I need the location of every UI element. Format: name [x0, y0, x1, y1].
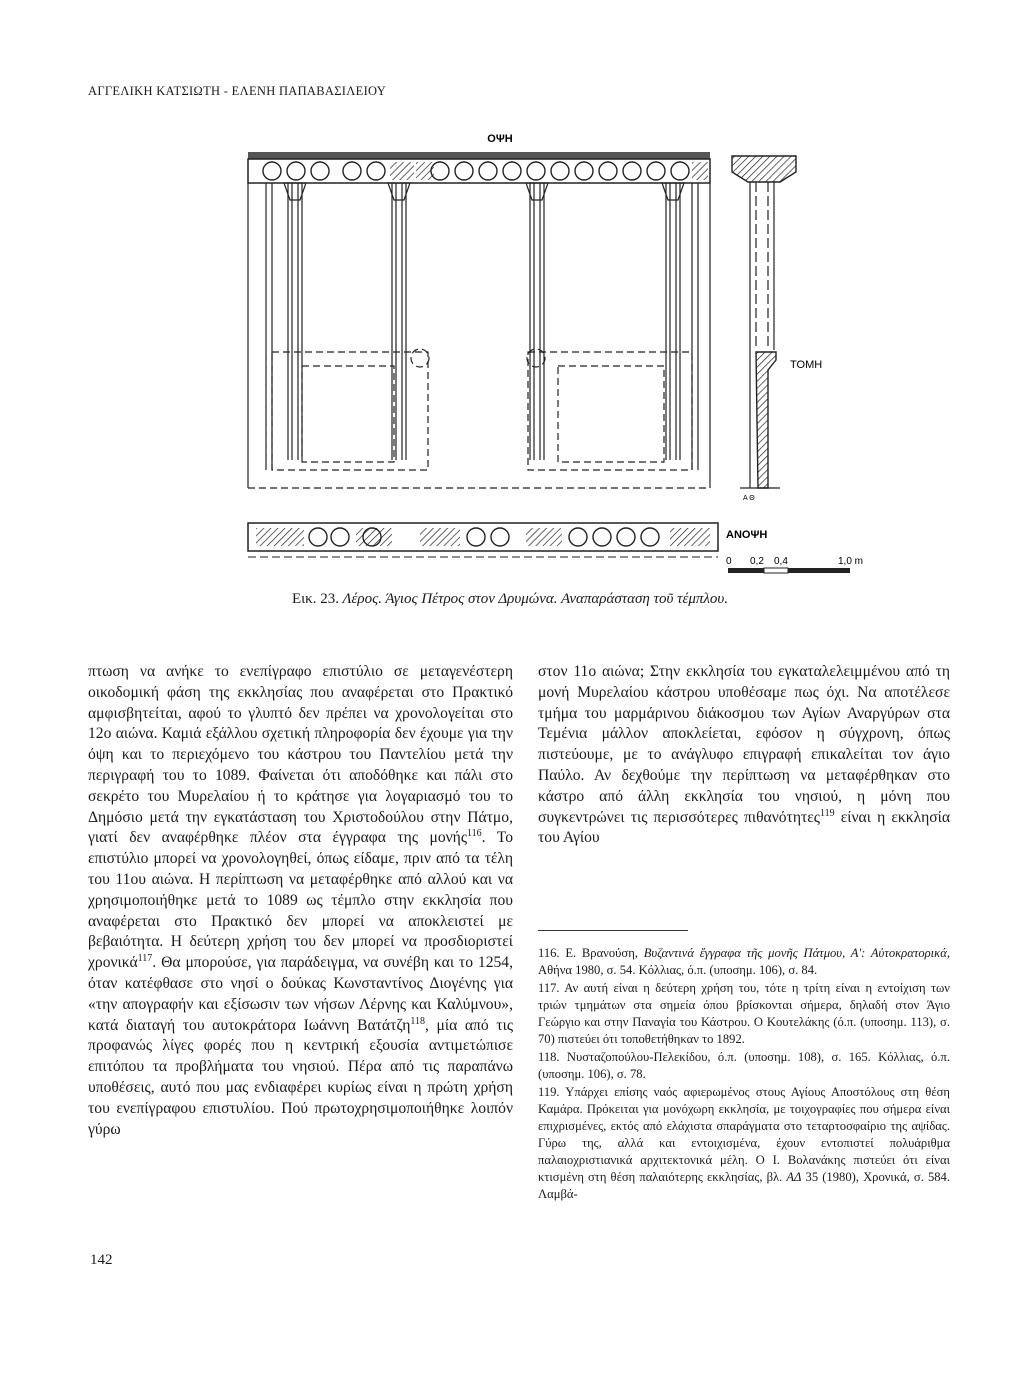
section-drawing — [732, 156, 796, 502]
body-text: στον 11ο αιώνα; Στην εκκλησία του εγκαταλελειμμένου από τη μονή Μυρελαίου κάστρου υποθέσαμε πως όχι. Να αποτέλεσε τμήμα του μαρμάρινου διάκοσμου των Αγίων Αναργύρων στα Τεμένια μάλλον αποκλείεται, εφόσον η σύγχρονη, όπως πιστεύουμε, με το ανάγλυφο επιγραφή επικαλείται τον άγιο Παύλο. Αν δεχθούμε την περίπτωση να μεταφέρθηκαν στο κάστρο από άλλη εκκλησία του νησιού, η μόνη που συγκεντρώνει τις περισσότερες πιθανότητες — [538, 663, 950, 826]
body-text: . Θα μπορούσε, για παράδειγμα, να συνέβη και το 1254, όταν κατέφθασε στο νησί ο δούκας Κωνσταντίνος Διογένης για «την απογραφήν και εξίσωσιν των νήσων Λέρνης και Καλύμνου», κατά διαταγή του αυτοκράτορα Ιωάννη Βατάτζη — [88, 954, 513, 1034]
scale-bar — [726, 556, 863, 573]
epistyle-band — [248, 152, 710, 183]
scale-tick-0-2: 0,2 — [750, 556, 764, 567]
footnote-ref-119[interactable]: 119 — [819, 807, 835, 819]
section-label: ΤΟΜΗ — [790, 359, 823, 371]
footnote-ref-116[interactable]: 116 — [467, 828, 482, 840]
page-number: 142 — [90, 1252, 113, 1268]
scale-tick-0-4: 0,4 — [774, 556, 788, 567]
footnote-text: 35 (1980), Χρονικά, σ. 584. Λαμβά- — [538, 1170, 950, 1201]
elevation-label: ΟΨΗ — [487, 133, 513, 145]
body-column-right — [538, 662, 950, 849]
plan-drawing — [248, 523, 718, 557]
body-paragraph-right — [538, 662, 950, 849]
section-mark: Α Θ — [743, 495, 755, 502]
footnote-119 — [538, 1084, 950, 1203]
figure-caption — [230, 591, 790, 608]
footnote-116 — [538, 945, 950, 979]
body-column-left — [88, 662, 513, 1140]
scale-tick-1-0: 1,0 m — [838, 556, 864, 567]
footnote-title: Βυζαντινά ἔγγραφα τῆς μονῆς Πάτμου, Α': Αὐτοκρατορικά — [643, 946, 947, 960]
closure-slabs — [248, 349, 710, 488]
footnote-text: 119. Υπάρχει επίσης ναός αφιερωμένος στους Αγίους Αποστόλους στη θέση Καμάρα. Πρόκειται για μονόχωρη εκκλησία, με τοιχογραφίες που σήμερα είναι επιχρισμένες, εκτός από ελάχιστα σπαράγματα στο τεταρτοσφαίριο της αψίδας. Γύρω της, αλλά και εντοιχισμένα, έχουν εντοπιστεί πολυάριθμα παλαιοχριστιανικά αρχιτεκτονικά μέλη. Ο Ι. Βολανάκης πιστεύει ότι είναι κτισμένη στη θέση παλαιότερης εκκλησίας, βλ. — [538, 1085, 950, 1184]
caption-lead: Εικ. 23. — [291, 591, 339, 607]
elevation-columns — [266, 183, 698, 470]
footnote-118: 118. Νυσταζοπούλου-Πελεκίδου, ό.π. (υποσημ. 108), σ. 165. Κόλλιας, ό.π. (υποσημ. 106), σ. 78. — [538, 1050, 950, 1081]
templon-reconstruction-drawing — [240, 120, 920, 600]
body-paragraph-left — [88, 662, 513, 1140]
footnote-ref-118[interactable]: 118 — [410, 1015, 426, 1027]
body-text: πτωση να ανήκε το ενεπίγραφο επιστύλιο σε μεταγενέστερη οικοδομική φάση της εκκλησίας που αναφέρεται στο Πρακτικό αμφισβητείται, αφού το γλυπτό δεν πρέπει να χρονολογείται στο 12ο αιώνα. Καμιά εξάλλου σχετική πληροφορία δεν έχουμε για την όψη και το περιεχόμενο του κάστρου του Παντελίου μετά την περιγραφή του το 1089. Φαίνεται ότι αποδόθηκε και πάλι στο σεκρέτο του Μυρελαίου ή το κράτησε για λογαριασμό του το Δημόσιο μετά την εγκατάσταση του Χριστοδούλου στην Πάτμο, γιατί δεν αναφέρθηκε πλέον στα έγγραφα της μονής — [88, 663, 513, 847]
footnotes — [538, 930, 950, 1204]
templon-drawing-svg — [240, 120, 920, 600]
footnote-title: ΑΔ — [786, 1170, 802, 1184]
footnote-rule — [538, 930, 688, 931]
footnote-117: 117. Αν αυτή είναι η δεύτερη χρήση του, τότε η τρίτη είναι η εντοίχιση των τριών τμημάτων στα σημεία όπου βρίσκονται σήμερα, δηλαδή στον Άγιο Γεώργιο και στην Παναγία του Κάστρου. Ο Κουτελάκης (ό.π. (υποσημ. 113), σ. 70) πιστεύει ότι τοποθετήθηκαν το 1892. — [538, 981, 950, 1046]
caption-text: Λέρος. Άγιος Πέτρος στον Δρυμώνα. Αναπαράσταση τοῦ τέμπλου. — [342, 591, 729, 607]
footnote-text: , Αθήνα 1980, σ. 54. Κόλλιας, ό.π. (υποσημ. 106), σ. 84. — [538, 946, 950, 977]
footnote-text: 116. Ε. Βρανούση, — [538, 946, 644, 960]
body-text: , μία από τις προφανώς λίγες φορές που η κεντρική εξουσία αντιμετώπισε επιτόπου τα προβλήματα του νησιού. Πέρα από τις παραπάνω υποθέσεις, αυτό που μας ενδιαφέρει κυρίως είναι η πρώτη χρήση του ενεπίγραφου επιστυλίου. Πού πρωτοχρησιμοποιήθηκε λοιπόν γύρω — [88, 1016, 513, 1138]
footnote-ref-117[interactable]: 117 — [137, 952, 153, 964]
plan-label: ΑΝΟΨΗ — [726, 529, 768, 541]
body-text: . Το επιστύλιο μπορεί να χρονολογηθεί, όπως είδαμε, πριν από τα τέλη του 11ου αιώνα. Η περίπτωση να μεταφέρθηκε από αλλού και να χρησιμοποιήθηκε μετά το 1089 ως τέμπλο στην εκκλησία που αναφέρεται στο Πρακτικό δεν μπορεί να αποκλειστεί με βεβαιότητα. Η δεύτερη χρήση του δεν μπορεί να προσδιοριστεί χρονικά — [88, 829, 513, 972]
body-text: είναι η εκκλησία του Αγίου — [538, 808, 950, 847]
running-head: ΑΓΓΕΛΙΚΗ ΚΑΤΣΙΩΤΗ - ΕΛΕΝΗ ΠΑΠΑΒΑΣΙΛΕΙΟΥ — [88, 84, 387, 98]
scale-tick-0: 0 — [726, 556, 732, 567]
